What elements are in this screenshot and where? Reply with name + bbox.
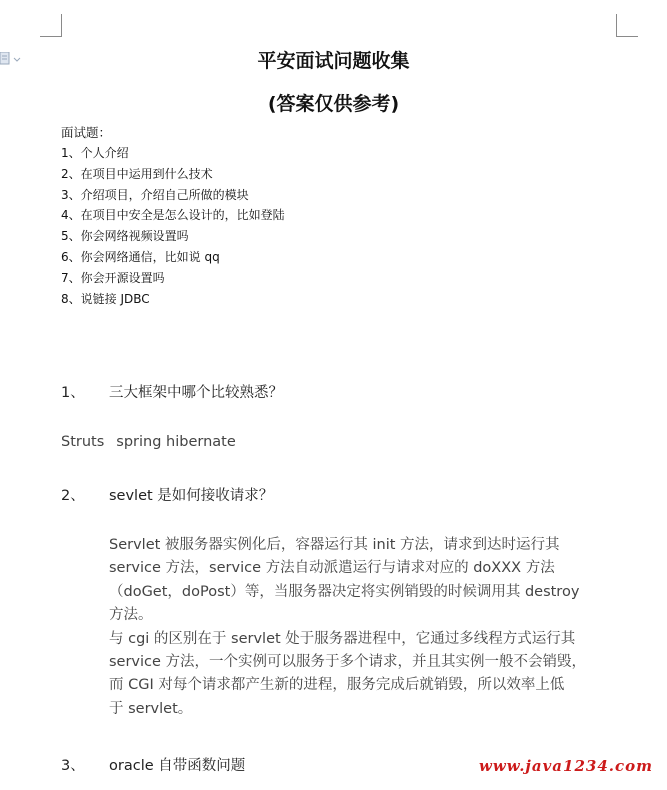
answer-paragraph-1 xyxy=(109,534,619,628)
list-item: 3、介绍项目，介绍自己所做的模块 xyxy=(61,187,249,202)
answer-line: 而 CGI 对每个请求都产生新的进程，服务完成后就销毁，所以效率上低 xyxy=(109,677,565,694)
answer-line: service 方法，一个实例可以服务于多个请求，并且其实例一般不会销毁， xyxy=(109,654,587,671)
question-text: oracle 自带函数问题 xyxy=(109,758,246,774)
question-text: 三大框架中哪个比较熟悉？ xyxy=(109,385,283,401)
list-item: 6、你会网络通信，比如说 qq xyxy=(61,249,220,264)
answer-term: Struts xyxy=(61,434,105,450)
question-text: sevlet 是如何接收请求？ xyxy=(109,488,274,504)
crop-mark-right-h xyxy=(616,36,638,37)
watermark: www.java1234.com xyxy=(478,757,653,775)
list-item: 5、你会网络视频设置吗 xyxy=(61,229,189,244)
answer-line: service 方法，service 方法自动派遣运行与请求对应的 doXXX 方法 xyxy=(109,560,555,577)
crop-mark-right-v xyxy=(616,14,617,36)
answer-line: Servlet 被服务器实例化后，容器运行其 init 方法，请求到达时运行其 xyxy=(109,537,560,553)
answer-line: 于 servlet。 xyxy=(109,700,193,717)
crop-mark-left-h xyxy=(40,36,62,37)
list-item: 8、说链接 JDBC xyxy=(61,291,150,306)
interview-section-label: 面试题： xyxy=(61,125,112,140)
answer-line: 与 cgi 的区别在于 servlet 处于服务器进程中，它通过多线程方式运行其 xyxy=(109,630,576,647)
crop-mark-left-v xyxy=(61,14,62,36)
answer-term: spring hibernate xyxy=(116,434,236,450)
question-3-heading xyxy=(61,754,245,775)
question-1-answer xyxy=(61,434,248,450)
question-number: 1、 xyxy=(61,385,85,401)
document-title: 平安面试问题收集 xyxy=(257,50,410,72)
answer-line: （doGet，doPost）等，当服务器决定将实例销毁的时候调用其 destroy xyxy=(109,583,580,600)
interview-question-list xyxy=(61,143,285,309)
question-2-heading xyxy=(61,484,273,505)
list-item: 1、个人介绍 xyxy=(61,146,129,160)
question-2-answer xyxy=(109,534,619,721)
question-1-heading xyxy=(61,381,283,402)
document-subtitle: (答案仅供参考) xyxy=(267,93,400,115)
answer-line: 方法。 xyxy=(109,607,153,624)
question-number: 2、 xyxy=(61,488,85,504)
answer-paragraph-2 xyxy=(109,628,619,722)
list-item: 2、在项目中运用到什么技术 xyxy=(61,166,213,181)
list-item: 4、在项目中安全是怎么设计的，比如登陆 xyxy=(61,208,285,223)
list-item: 7、你会开源设置吗 xyxy=(61,270,165,285)
question-number: 3、 xyxy=(61,758,85,774)
